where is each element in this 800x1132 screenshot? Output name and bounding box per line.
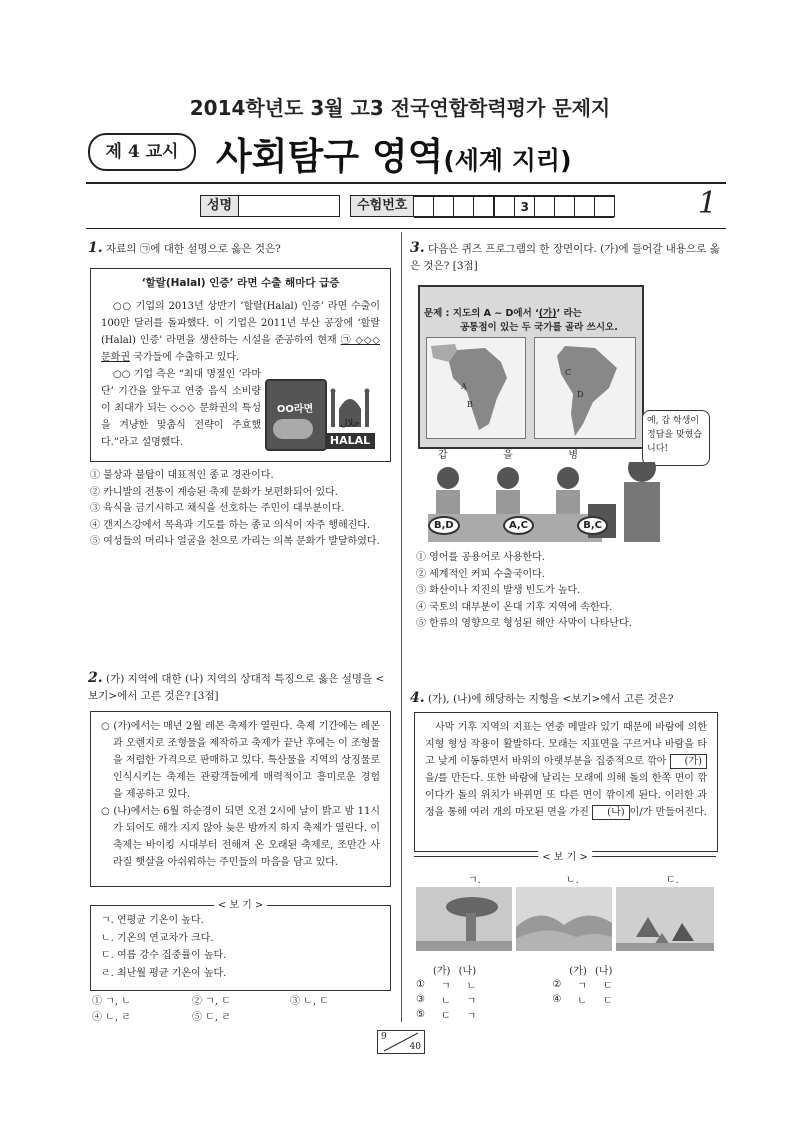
q2-passage-p1: ○ (가)에서는 매년 2월 레몬 축제가 열린다. 축제 기간에는 레몬과 오렌지로 조형물을 제작하고 축제가 끝난 후에는 이 조형물을 저렴한 가격으로 판매하고 있다. 특산물을 지역의 상징물로 인식시키는 축제는 관광객들에게 매력적이고 흥미로운 경험을 제공하고 있다. <box>101 721 380 800</box>
q4-stem <box>410 690 720 708</box>
q1-option-1[interactable]: ① 불상과 불탑이 대표적인 종교 경관이다. <box>90 470 274 481</box>
q4-option-row-3[interactable]: ⑤ ㄷ ㄱ <box>416 1009 477 1022</box>
q2-option-2[interactable]: ② ㄱ, ㄷ <box>192 996 231 1007</box>
q1-option-3[interactable]: ③ 육식을 금기시하고 채식을 선호하는 주민이 대부분이다. <box>90 503 345 514</box>
q1-option-2[interactable]: ② 카니발의 전통이 계승된 축제 문화가 보편화되어 있다. <box>90 486 338 498</box>
q1-passage-p1: ○○ 기업의 2013년 상반기 ‘할랄(Halal) 인증’ 라면 수출이 100만 달러를 돌파했다. 이 기업은 2011년 부산 공장에 ‘할랄(Halal) 인증’ 라면을 생산하는 시설을 준공하여 현재 ㉠ ◇◇◇ 문화권 국가들에 수출하고 있다. <box>101 301 380 363</box>
q1-options <box>90 468 392 551</box>
header-rule-2 <box>86 228 726 229</box>
q2-bogi-item-4: ㄹ. 최난월 평균 기온이 높다. <box>101 967 227 979</box>
sand-dune-image <box>516 887 612 951</box>
south-america-map: C D <box>534 337 636 439</box>
q2-bogi-title: < 보 기 > <box>214 897 268 915</box>
host-speech-bubble: 예, 갑 학생이 정답을 맞혔습니다! <box>642 410 710 466</box>
q4-bogi <box>414 852 716 957</box>
q4-option-row-1[interactable]: ① ㄱ ㄴ ② ㄱ ㄷ <box>416 979 613 992</box>
q3-option-5[interactable]: ⑤ 한류의 영향으로 형성된 해안 사막이 나타난다. <box>416 618 632 629</box>
q3-quiz-board <box>418 285 644 449</box>
q4-text: (가), (나)에 해당하는 지형을 <보기>에서 고른 것은? <box>427 693 674 705</box>
subject-title <box>216 126 572 180</box>
q4-option-row-2[interactable]: ③ ㄴ ㄱ ④ ㄴ ㄷ <box>416 994 613 1007</box>
q2-passage <box>90 711 391 887</box>
name-label: 성명 <box>200 195 239 217</box>
exam-no-field <box>414 195 615 217</box>
q4-box-na: (나) <box>592 805 629 820</box>
page-counter <box>377 1030 425 1054</box>
info-row <box>200 195 615 217</box>
subject-main: 사회탐구 영역 <box>216 135 444 178</box>
q2-bogi-item-3: ㄷ. 여름 강수 집중률이 높다. <box>101 950 227 961</box>
q4-number: 4. <box>410 690 425 706</box>
q2-text: (가) 지역에 대한 (나) 지역의 상대적 특징으로 옳은 설명을 <보기>에서 고른 것은? [3점] <box>88 673 385 702</box>
session-badge: 제 4 교시 <box>88 133 196 171</box>
africa-map: A B <box>426 337 526 439</box>
q4-pic-label-1: ㄱ. <box>468 875 481 886</box>
q2-option-4[interactable]: ④ ㄴ, ㄹ <box>92 1012 131 1023</box>
name-field <box>239 195 340 217</box>
contestant-byeong: 병 <box>568 450 578 461</box>
q3-quiz-blank: (가) <box>538 308 557 319</box>
q2-stem <box>88 670 392 705</box>
answer-board-gap: B,D <box>428 516 460 535</box>
page-counter-current: 9 <box>381 1032 387 1042</box>
q2-bogi <box>90 900 391 991</box>
q4-header-na-1: (나) <box>458 966 477 977</box>
noodle-brand: OO라면 <box>276 404 314 415</box>
q1-passage-title: ‘할랄(Halal) 인증’ 라면 수출 해마다 급증 <box>141 277 340 289</box>
q4-header-na-2: (나) <box>594 966 613 977</box>
q1-number: 1. <box>88 240 103 256</box>
q2-passage-p2: ○ (나)에서는 6월 하순경이 되면 오전 2시에 날이 밝고 밤 11시가 되어도 해가 지지 않아 늦은 밤까지 하지 축제가 열린다. 이 축제는 바이킹 시대부터 전해져 온 오래된 축제로, 조만간 사라질 햇살을 아쉬워하는 주민들의 마음을 담고 있다. <box>101 806 380 868</box>
q4-answer-table <box>416 962 621 1022</box>
q3-option-1[interactable]: ① 영어를 공용어로 사용한다. <box>416 552 545 563</box>
q1-stem <box>88 240 388 258</box>
header-rule <box>86 182 726 184</box>
contestant-eul: 을 <box>503 450 513 461</box>
q3-contestant-names <box>438 446 578 461</box>
q2-option-3[interactable]: ③ ㄴ, ㄷ <box>290 996 329 1007</box>
q1-text: 자료의 ㉠에 대한 설명으로 옳은 것은? <box>105 243 281 255</box>
q3-quiz-text: 문제 : 지도의 A ~ D에서 ‘(가)’ 라는 공통점이 있는 두 국가를 골라 쓰시오. <box>424 308 618 333</box>
q1-marker: ㉠ ◇◇◇ 문화권 <box>101 335 380 363</box>
q3-stem <box>410 240 720 275</box>
subject-sub: (세계 지리) <box>443 146 572 175</box>
q1-option-5[interactable]: ⑤ 여성들의 머리나 얼굴을 천으로 가리는 의복 문화가 발달하였다. <box>90 536 380 547</box>
q4-header-ga-2: (가) <box>569 966 587 977</box>
ventifact-image <box>616 887 714 951</box>
contestant-gap: 갑 <box>438 450 448 461</box>
q3-text: 다음은 퀴즈 프로그램의 한 장면이다. (가)에 들어갈 내용으로 옳은 것은? [3점] <box>410 243 720 272</box>
q2-option-5[interactable]: ⑤ ㄷ, ㄹ <box>192 1012 231 1023</box>
exam-no-digit: 3 <box>515 196 535 218</box>
q1-passage <box>90 268 391 462</box>
q4-pic-label-2: ㄴ. <box>566 875 579 886</box>
q3-answer-boards <box>428 516 608 535</box>
q2-bogi-item-2: ㄴ. 기온의 연교차가 크다. <box>101 932 214 944</box>
noodle-bowl-icon <box>273 419 313 439</box>
q2-bogi-item-1: ㄱ. 연평균 기온이 높다. <box>101 915 204 926</box>
q4-pic-label-3: ㄷ. <box>666 875 679 886</box>
page-number: 1 <box>698 186 718 221</box>
q4-passage: 사막 기후 지역의 지표는 연중 메말라 있기 때문에 바람에 의한 지형 형성 작용이 활발하다. 모래는 지표면을 구르거나 바람을 타고 낮게 이동하면서 바위의 아랫부분을 집중적으로 깎아 (가)을/를 만든다. 또한 바람에 날리는 모래에 의해 돌의 한쪽 면이 깎이다가 돌의 위치가 바뀌면 또 다른 면이 깎이게 된다. 이러한 과정을 통해 여러 개의 마모된 면을 가진 (나) 이/가 만들어진다. <box>414 712 718 852</box>
q4-header-ga-1: (가) <box>432 966 451 977</box>
q3-option-3[interactable]: ③ 화산이나 지진의 발생 빈도가 높다. <box>416 585 581 596</box>
q1-option-4[interactable]: ④ 갠지스강에서 목욕과 기도를 하는 종교 의식이 자주 행해진다. <box>90 519 371 531</box>
q3-options <box>416 550 720 633</box>
halal-noodle-image <box>263 375 375 455</box>
q3-number: 3. <box>410 240 425 256</box>
exam-title: 2014학년도 3월 고3 전국연합학력평가 문제지 <box>189 96 611 120</box>
mushroom-rock-image <box>416 887 512 951</box>
q3-option-4[interactable]: ④ 국토의 대부분이 온대 기후 지역에 속한다. <box>416 601 613 613</box>
q4-bogi-title: < 보 기 > <box>538 848 592 863</box>
q1-passage-p2: ○○ 기업 측은 “최대 명절인 ‘라마단’ 기간을 앞두고 연중 음식 소비량이 최대가 되는 ◇◇◇ 문화권의 특성을 겨냥한 맞춤식 전략이 주효했다.”라고 설명했다. <box>101 369 261 448</box>
q2-option-1[interactable]: ① ㄱ, ㄴ <box>92 996 131 1007</box>
answer-board-byeong: B,C <box>577 516 608 535</box>
exam-no-label: 수험번호 <box>350 195 414 217</box>
column-divider <box>401 232 402 1022</box>
halal-arabic: حلال <box>340 418 360 429</box>
q4-box-ga: (가) <box>670 754 707 769</box>
page-counter-total: 40 <box>409 1042 421 1052</box>
halal-label: HALAL <box>325 433 375 449</box>
answer-board-eul: A,C <box>503 516 534 535</box>
q2-number: 2. <box>88 670 103 686</box>
q3-option-2[interactable]: ② 세계적인 커피 수출국이다. <box>416 568 545 580</box>
